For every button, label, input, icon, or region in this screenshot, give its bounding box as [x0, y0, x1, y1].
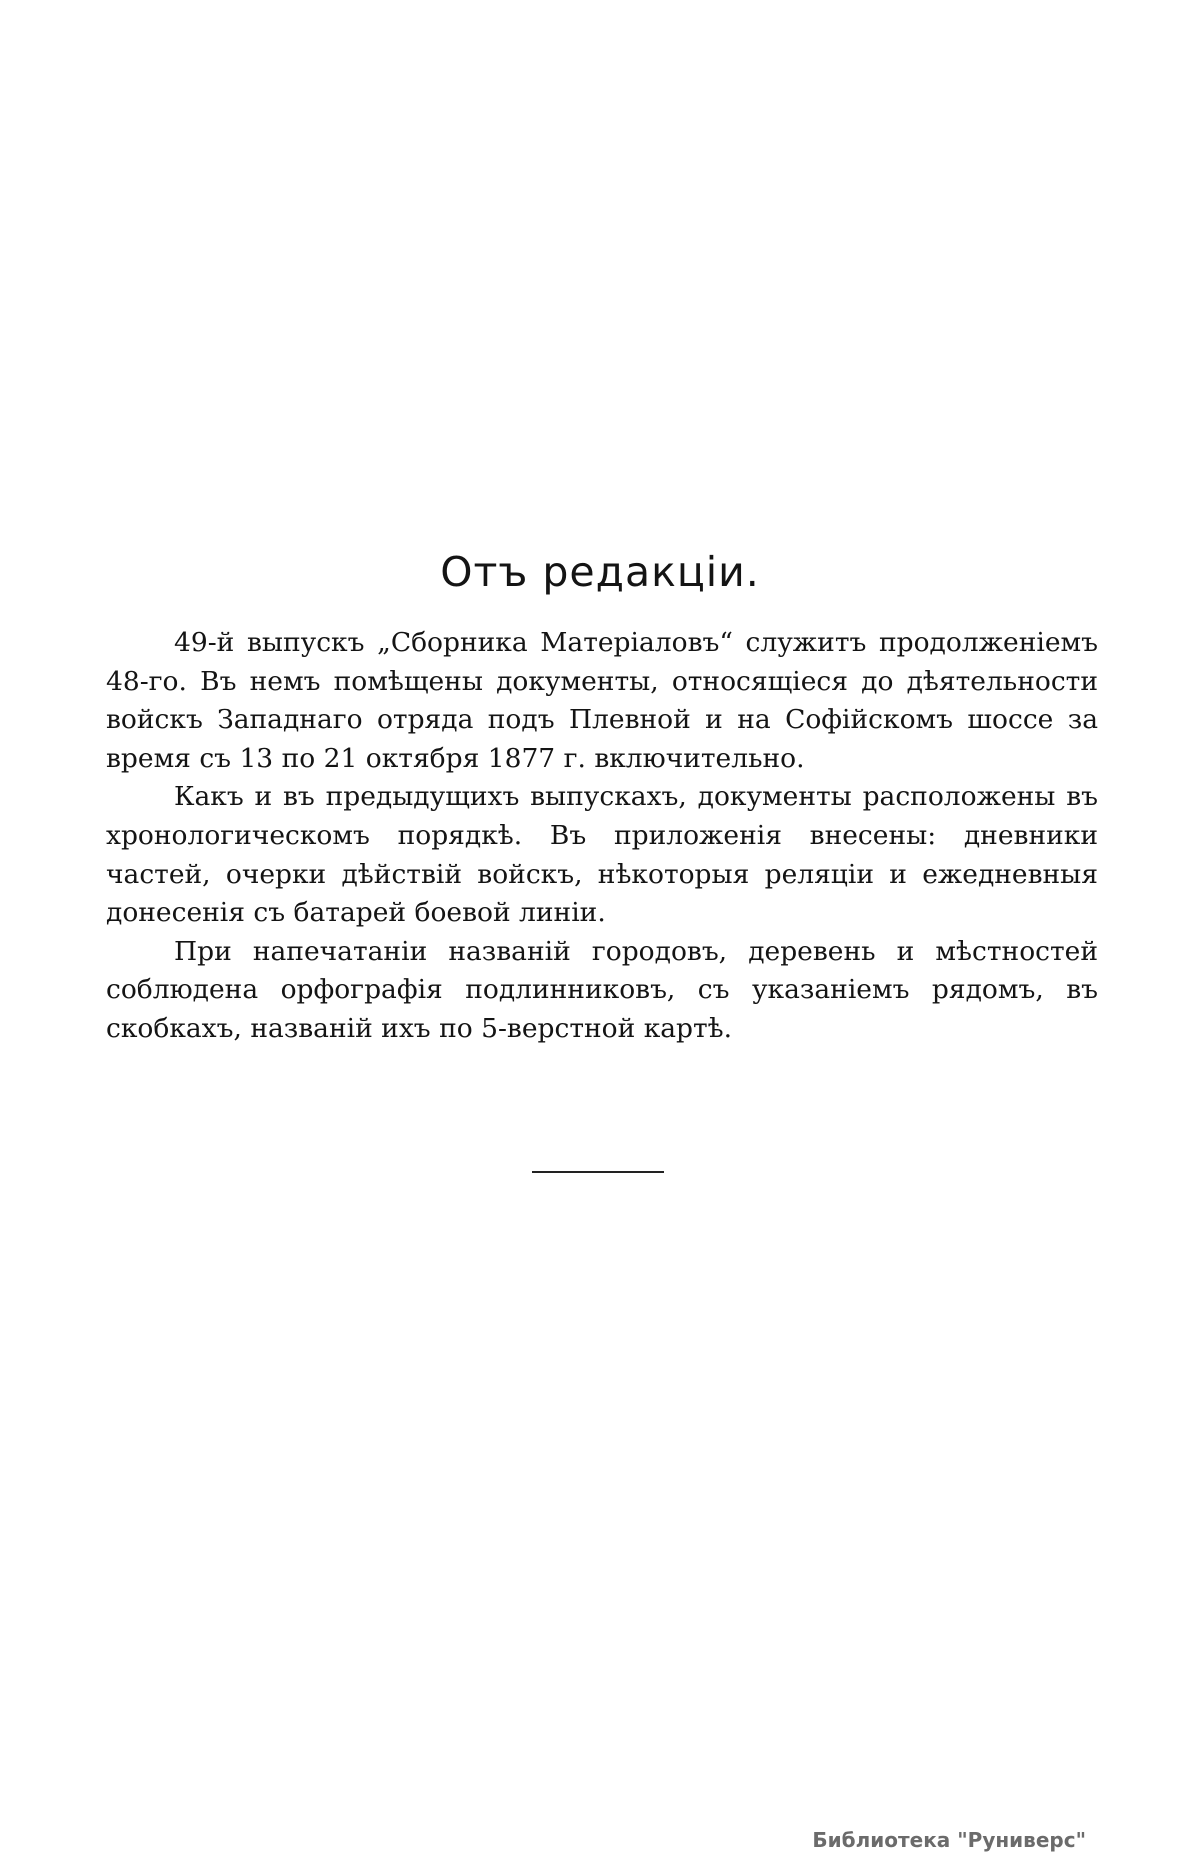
section-divider — [532, 1171, 664, 1173]
editorial-text — [106, 624, 1098, 1049]
page-title: Отъ редакціи. — [440, 548, 760, 596]
library-watermark: Библиотека "Руниверс" — [812, 1828, 1086, 1852]
paragraph-2: Какъ и въ предыдущихъ выпускахъ, документы расположены въ хронологическомъ порядкѣ. Въ приложенія внесены: дневники частей, очерки дѣйствій войскъ, нѣкоторыя реляціи и ежедневныя донесенія съ батарей боевой линіи. — [106, 781, 1098, 929]
paragraph-1: 49-й выпускъ „Сборника Матеріаловъ“ служитъ продолженіемъ 48-го. Въ немъ помѣщены документы, относящіеся до дѣятельности войскъ Западнаго отряда подъ Плевной и на Софійскомъ шоссе за время съ 13 по 21 октября 1877 г. включительно. — [106, 627, 1098, 774]
paragraph-3: При напечатаніи названій городовъ, деревень и мѣстностей соблюдена орфографія подлинниковъ, съ указаніемъ рядомъ, въ скобкахъ, названій ихъ по 5-верстной картѣ. — [106, 935, 1098, 1044]
